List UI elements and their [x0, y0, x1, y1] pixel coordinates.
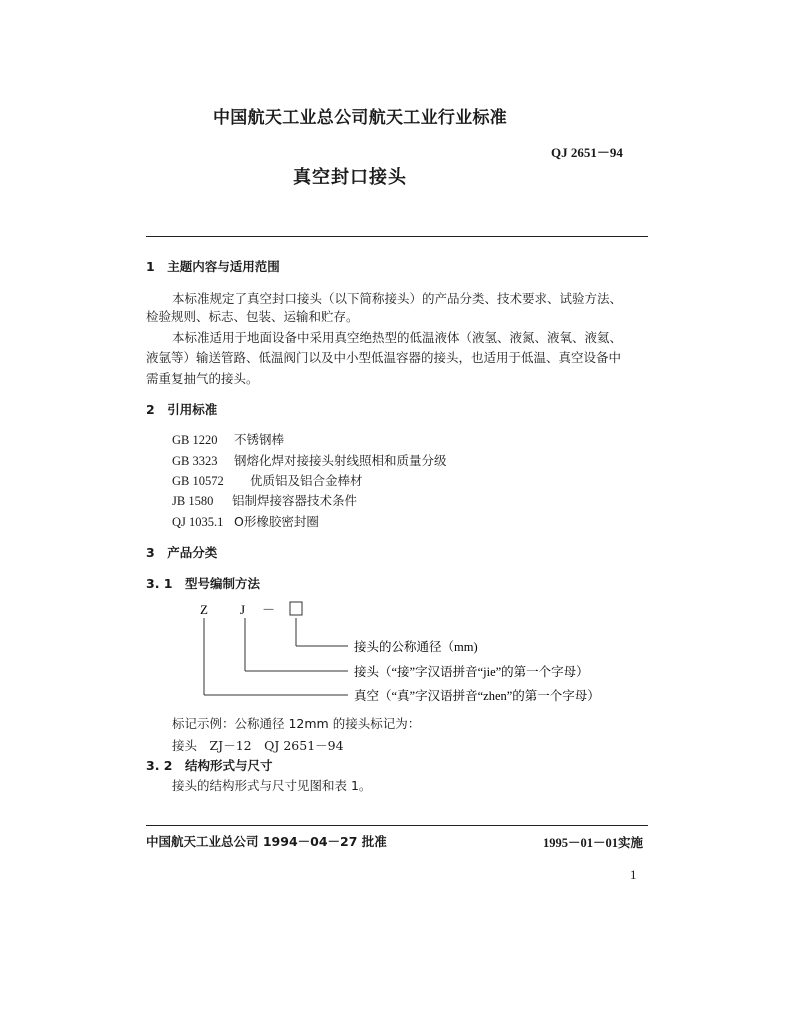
reference-title: O形橡胶密封圈: [234, 514, 319, 529]
diagram-letter-j: J: [240, 602, 246, 617]
diagram-dash: －: [262, 602, 276, 617]
section1-heading: 1 主题内容与适用范围: [146, 259, 280, 274]
reference-list-item: [172, 430, 284, 448]
reference-list-item: [172, 512, 319, 530]
reference-code: GB 10572: [172, 474, 224, 488]
model-designation-diagram: [190, 598, 650, 710]
reference-code: QJ 1035.1: [172, 515, 224, 529]
section1-para2-line3: 需重复抽气的接头。: [146, 371, 259, 386]
footer-rule: [146, 825, 648, 826]
diagram-letter-z: Z: [200, 602, 208, 617]
diagram-label-jie: 接头（“接”字汉语拼音“jie”的第一个字母）: [354, 665, 589, 679]
reference-list-item: [172, 471, 363, 489]
reference-title: 钢熔化焊对接接头射线照相和质量分级: [234, 453, 447, 468]
section3-2-heading: 3. 2 结构形式与尺寸: [146, 758, 273, 773]
section1-para2-line1: 本标准适用于地面设备中采用真空绝热型的低温液体（液氢、液氮、液氧、液氦、: [172, 330, 623, 345]
marking-example-line1: 标记示例：公称通径 12mm 的接头标记为：: [172, 716, 421, 731]
header-rule: [146, 236, 648, 237]
reference-list-item: [172, 451, 447, 469]
reference-title: 优质铝及铝合金棒材: [250, 473, 363, 488]
reference-code: GB 3323: [172, 454, 218, 468]
document-title: 真空封口接头: [293, 167, 407, 188]
section3-1-heading: 3. 1 型号编制方法: [146, 576, 260, 591]
section1-para2-line2: 液氩等）输送管路、低温阀门以及中小型低温容器的接头，也适用于低温、真空设备中: [146, 350, 622, 365]
reference-title: 不锈钢棒: [234, 432, 285, 447]
diagram-size-box: [290, 602, 302, 615]
section2-heading: 2 引用标准: [146, 402, 218, 417]
page-number: 1: [630, 867, 637, 882]
section1-para1-line1: 本标准规定了真空封口接头（以下简称接头）的产品分类、技术要求、试验方法、: [172, 291, 623, 306]
section1-para1-line2: 检验规则、标志、包装、运输和贮存。: [146, 309, 359, 324]
diagram-label-size: 接头的公称通径（mm): [354, 640, 478, 654]
reference-title: 铝制焊接容器技术条件: [232, 493, 358, 508]
reference-code: JB 1580: [172, 494, 214, 508]
reference-list-item: [172, 491, 357, 509]
implementation-date: 1995－01－01实施: [543, 836, 644, 850]
approval-note: 中国航天工业总公司 1994－04－27 批准: [146, 834, 387, 849]
section3-2-text: 接头的结构形式与尺寸见图和表 1。: [172, 778, 372, 793]
diagram-label-zhen: 真空（“真”字汉语拼音“zhen”的第一个字母）: [354, 689, 600, 703]
organization-standard-title: 中国航天工业总公司航天工业行业标准: [213, 108, 508, 128]
standard-number: QJ 2651－94: [551, 145, 623, 160]
marking-example-line2: 接头 ZJ－12 QJ 2651－94: [172, 738, 344, 753]
section3-heading: 3 产品分类: [146, 545, 218, 560]
reference-code: GB 1220: [172, 433, 218, 447]
